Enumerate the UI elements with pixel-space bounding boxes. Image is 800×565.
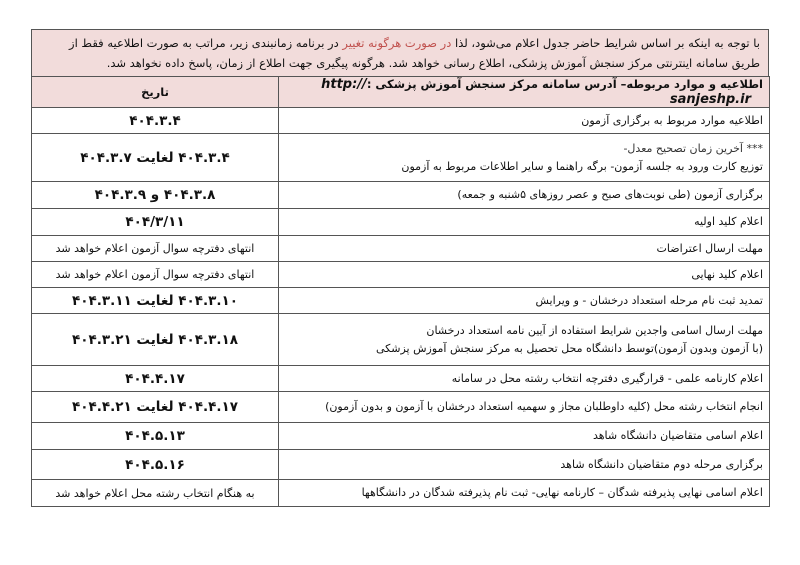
row-description: [279, 480, 770, 507]
description-line: مهلت ارسال اسامی واجدین شرایط استفاده از آیین نامه استعداد درخشان: [426, 323, 763, 337]
description-line: تمدید ثبت نام مرحله استعداد درخشان - و ویرایش: [535, 293, 763, 307]
table-row: [32, 314, 770, 366]
row-date: ۴۰۴.۳.۱۰ لغایت ۴۰۴.۳.۱۱: [32, 288, 279, 314]
row-date: ۴۰۴.۳.۴ لغایت ۴۰۴.۳.۷: [32, 134, 279, 182]
table-row: [32, 262, 770, 288]
table-row: [32, 392, 770, 423]
table-row: [32, 450, 770, 480]
description-line: *** آخرین زمان تصحیح معدل-: [623, 141, 763, 155]
description-line: اعلام اسامی متقاضیان دانشگاه شاهد: [592, 429, 763, 442]
row-description: [279, 366, 770, 392]
table-header-row: [32, 77, 770, 108]
row-date: انتهای دفترچه سوال آزمون اعلام خواهد شد: [32, 236, 279, 262]
description-line: توزیع کارت ورود به جلسه آزمون- برگه راهنما و سایر اطلاعات مربوط به آزمون: [401, 159, 763, 173]
row-date: ۴۰۴.۳.۸ و ۴۰۴.۳.۹: [32, 182, 279, 209]
row-description: [279, 423, 770, 450]
row-description: [279, 209, 770, 236]
notice-text: با توجه به اینکه بر اساس شرایط حاضر جدول اعلام می‌شود، لذا: [451, 36, 760, 50]
table-row: [32, 209, 770, 236]
row-description: [279, 236, 770, 262]
table-row: [32, 236, 770, 262]
header-description: [279, 77, 770, 108]
row-date: ۴۰۴.۳.۴: [32, 108, 279, 134]
row-description: [279, 450, 770, 480]
table-row: [32, 134, 770, 182]
header-date: تاریخ: [32, 77, 279, 108]
row-date: ۴۰۴.۵.۱۶: [32, 450, 279, 480]
website-link[interactable]: http:// sanjeshp.ir: [321, 77, 751, 107]
table-row: [32, 288, 770, 314]
description-line: اعلام کلید اولیه: [694, 215, 763, 228]
row-date: ۴۰۴.۳.۱۸ لغایت ۴۰۴.۳.۲۱: [32, 314, 279, 366]
description-line: مهلت ارسال اعتراضات: [656, 241, 763, 255]
notice-box: [31, 29, 769, 76]
row-description: [279, 108, 770, 134]
description-line: برگزاری آزمون (طی نوبت‌های صبح و عصر روزهای ۵شنبه و جمعه): [457, 188, 763, 201]
row-date: ۴۰۴.۵.۱۳: [32, 423, 279, 450]
table-row: [32, 108, 770, 134]
schedule-table: [31, 76, 770, 507]
row-description: [279, 392, 770, 423]
row-date: به هنگام انتخاب رشته محل اعلام خواهد شد: [32, 480, 279, 507]
notice-text-cont: در برنامه زمانبندی زیر، مراتب به صورت اطلاعیه فقط از طریق سامانه اینترنتی مرکز سنجش آموزش پزشکی، اطلاع رسانی خواهد شد. هرگونه پیگیری جهت اطلاع از زمان، پاسخ داده نخواهد شد.: [69, 36, 760, 70]
table-row: [32, 480, 770, 507]
table-row: [32, 366, 770, 392]
row-date: ۴۰۴.۴.۱۷ لغایت ۴۰۴.۴.۲۱: [32, 392, 279, 423]
description-line: اعلام کارنامه علمی - قرارگیری دفترچه انتخاب رشته محل در سامانه: [451, 371, 763, 385]
row-description: [279, 288, 770, 314]
description-line: اعلام اسامی نهایی پذیرفته شدگان – کارنامه نهایی- ثبت نام پذیرفته شدگان در دانشگاهها: [361, 486, 763, 499]
row-description: [279, 182, 770, 209]
description-line: اعلام کلید نهایی: [691, 267, 763, 281]
row-date: ۴۰۴.۴.۱۷: [32, 366, 279, 392]
row-date: ۴۰۴/۳/۱۱: [32, 209, 279, 236]
row-description: [279, 314, 770, 366]
notice-highlight: در صورت هرگونه تغییر: [342, 36, 452, 50]
table-row: [32, 182, 770, 209]
description-line: (با آزمون وبدون آزمون)توسط دانشگاه محل تحصیل به مرکز سنجش آموزش پزشکی: [376, 341, 763, 355]
row-description: [279, 134, 770, 182]
row-date: انتهای دفترچه سوال آزمون اعلام خواهد شد: [32, 262, 279, 288]
header-desc-label: اطلاعیه و موارد مربوطه– آدرس سامانه مرکز سنجش آموزش پزشکی :: [366, 77, 763, 91]
table-row: [32, 423, 770, 450]
row-description: [279, 262, 770, 288]
schedule-document: [31, 29, 769, 507]
description-line: انجام انتخاب رشته محل (کلیه داوطلبان مجاز و سهمیه استعداد درخشان با آزمون و بدون آزمون): [325, 400, 763, 413]
description-line: برگزاری مرحله دوم متقاضیان دانشگاه شاهد: [560, 457, 763, 471]
description-line: اطلاعیه موارد مربوط به برگزاری آزمون: [581, 113, 763, 127]
